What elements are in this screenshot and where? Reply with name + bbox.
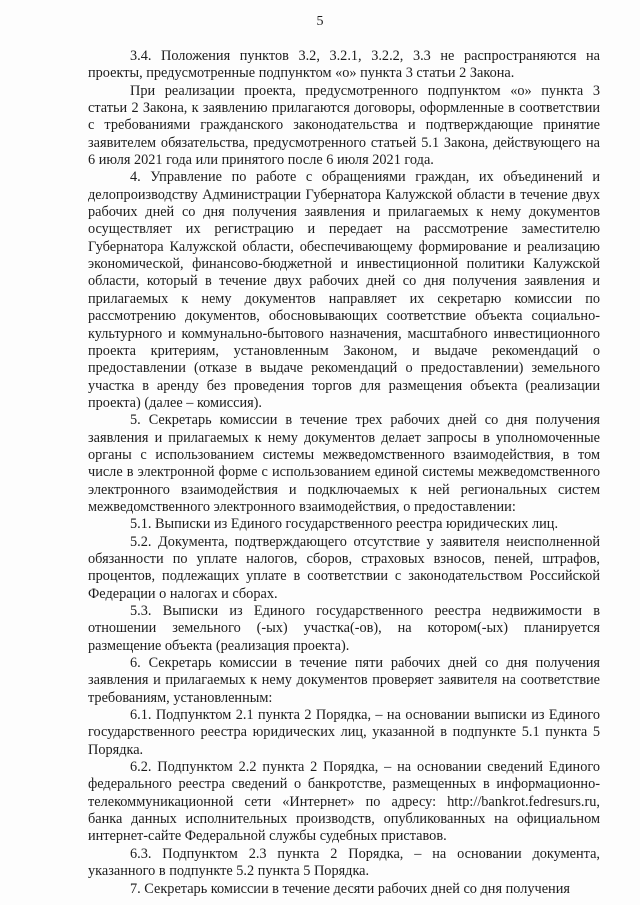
- paragraph-6-3: 6.3. Подпунктом 2.3 пункта 2 Порядка, – на основании документа, указанного в подпункте 5.2 пункта 5 Порядка.: [88, 845, 600, 880]
- paragraph-6-1: 6.1. Подпунктом 2.1 пункта 2 Порядка, – на основании выписки из Единого государственного реестра юридических лиц, указанной в подпункте 5.1 пункта 5 Порядка.: [88, 707, 600, 758]
- page-number: 5: [316, 14, 324, 29]
- paragraph-6: 6. Секретарь комиссии в течение пяти рабочих дней со дня получения заявления и прилагаемых к нему документов проверяет заявителя на соответствие требованиям, установленным:: [88, 655, 600, 706]
- document-body: [88, 48, 600, 898]
- paragraph-3-4: 3.4. Положения пунктов 3.2, 3.2.1, 3.2.2, 3.3 не распространяются на проекты, предусмотренные подпунктом «о» пункта 3 статьи 2 Закона.: [88, 48, 600, 82]
- paragraph-4: 4. Управление по работе с обращениями граждан, их объединений и делопроизводству Администрации Губернатора Калужской области в течение двух рабочих дней со дня получения заявления и прилагаемых к нему документов осуществляет их регистрацию и передает на рассмотрение заместителю Губернатора Калужской области, обеспечивающему формирование и реализацию экономической, финансово-бюджетной и инвестиционной политики Калужской области, который в течение двух рабочих дней со дня получения заявления и прилагаемых к нему документов направляет их секретарю комиссии по рассмотрению документов, обосновывающих соответствие объекта социально-культурного и коммунально-бытового назначения, масштабного инвестиционного проекта критериям, установленным Законом, и выдаче рекомендаций о предоставлении (отказе в выдаче рекомендаций о предоставлении) земельного участка в аренду без проведения торгов для размещения объекта (реализации проекта) (далее – комиссия).: [88, 169, 600, 411]
- paragraph-5-3: 5.3. Выписки из Единого государственного реестра недвижимости в отношении земельного (-ых) участка(-ов), на котором(-ых) планируется размещение объекта (реализация проекта).: [88, 603, 600, 654]
- paragraph-7: 7. Секретарь комиссии в течение десяти рабочих дней со дня получения: [130, 880, 570, 897]
- paragraph-project-o: При реализации проекта, предусмотренного подпунктом «о» пункта 3 статьи 2 Закона, к заявлению прилагаются договоры, оформленные в соответствии с требованиями гражданского законодательства и подтверждающие принятие заявителем обязательства, предусмотренного статьей 5.1 Закона, действующего на 6 июля 2021 года или принятого после 6 июля 2021 года.: [88, 82, 600, 169]
- paragraph-5: 5. Секретарь комиссии в течение трех рабочих дней со дня получения заявления и прилагаемых к нему документов делает запросы в уполномоченные органы с использованием системы межведомственного взаимодействия, в том числе в электронной форме с использованием единой системы межведомственного электронного взаимодействия и подключаемых к ней региональных систем межведомственного электронного взаимодействия, о предоставлении:: [88, 412, 600, 515]
- paragraph-6-2: 6.2. Подпунктом 2.2 пункта 2 Порядка, – на основании сведений Единого федерального реестра сведений о банкротстве, размещенных в информационно-телекоммуникационной сети «Интернет» по адресу: http://bankrot.fedresurs.ru, банка данных исполнительных производств, опубликованных на официальном интернет-сайте Федеральной службы судебных приставов.: [88, 759, 600, 845]
- paragraph-5-2: 5.2. Документа, подтверждающего отсутствие у заявителя неисполненной обязанности по уплате налогов, сборов, страховых взносов, пеней, штрафов, процентов, подлежащих уплате в соответствии с законодательством Российской Федерации о налогах и сборах.: [88, 533, 600, 602]
- paragraph-5-1: 5.1. Выписки из Единого государственного реестра юридических лиц.: [130, 516, 559, 533]
